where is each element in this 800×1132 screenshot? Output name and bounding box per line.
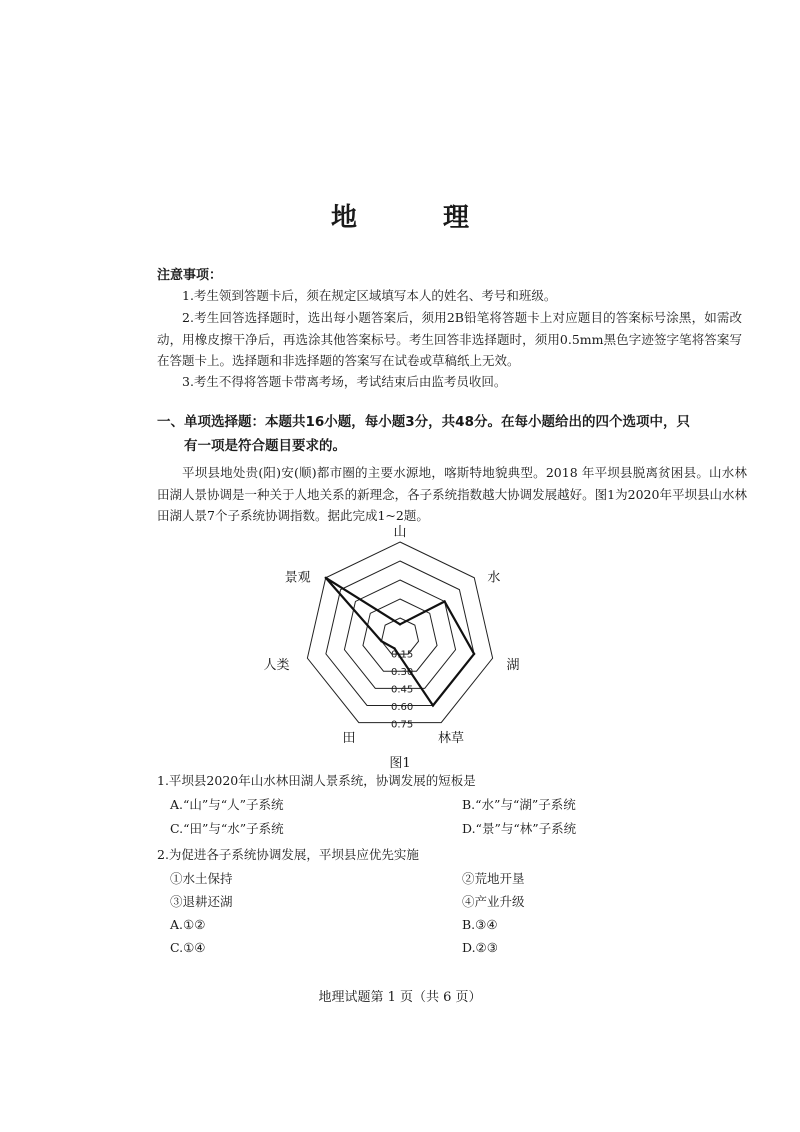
- radar-data-point: [443, 600, 445, 602]
- question-1-option-c: C.“田”与“水”子系统: [170, 821, 284, 836]
- radar-tick-label: 0.15: [391, 649, 414, 661]
- radar-tick-label: 0.30: [391, 666, 414, 678]
- question-2-statement-1: ①水土保持: [170, 871, 233, 886]
- radar-axis-label: 景观: [284, 570, 311, 586]
- radar-tick-label: 0.45: [391, 684, 414, 696]
- question-2-option-b: B.③④: [462, 917, 498, 932]
- notice-item-1: 1.考生领到答题卡后，须在规定区域填写本人的姓名、考号和班级。: [182, 288, 557, 303]
- notice-item-3: 3.考生不得将答题卡带离考场，考试结束后由监考员收回。: [182, 374, 507, 389]
- question-2-option-a: A.①②: [170, 917, 206, 932]
- page-title: 地 理: [330, 203, 499, 233]
- radar-axis-label: 湖: [506, 658, 520, 674]
- radar-data-point: [325, 577, 327, 579]
- radar-axis-label: 水: [487, 570, 501, 586]
- question-2-statement-3: ③退耕还湖: [170, 894, 233, 909]
- question-2-option-d: D.②③: [462, 940, 498, 955]
- question-2-stem: 2.为促进各子系统协调发展，平坝县应优先实施: [157, 847, 419, 862]
- question-1-stem: 1.平坝县2020年山水林田湖人景系统，协调发展的短板是: [157, 773, 476, 788]
- radar-data-point: [380, 640, 382, 642]
- radar-chart: [263, 525, 520, 747]
- question-passage: 平坝县地处贵(阳)安(顺)都市圈的主要水源地，喀斯特地貌典型。2018 年平坝县脱离贫困县。山水林田湖人景协调是一种关于人地关系的新理念，各子系统指数越大协调发展越好。图1为2020年平坝县山水林田湖人景7个子系统协调指数。据此完成1~2题。: [157, 465, 747, 523]
- question-1-option-d: D.“景”与“林”子系统: [462, 821, 577, 836]
- notice-heading: 注意事项：: [157, 268, 223, 283]
- radar-tick-label: 0.60: [391, 701, 414, 713]
- question-2-statement-4: ④产业升级: [462, 894, 525, 909]
- radar-axis-label: 人类: [263, 658, 290, 674]
- question-2-option-c: C.①④: [170, 940, 206, 955]
- radar-axis-label: 林草: [437, 731, 464, 747]
- page-footer: 地理试题第 1 页（共 6 页）: [318, 990, 482, 1005]
- section-heading-line2: 有一项是符合题目要求的。: [184, 438, 346, 454]
- section-heading-line1: 一、单项选择题：本题共16小题，每小题3分，共48分。在每小题给出的四个选项中，只: [157, 414, 690, 430]
- section-heading: [157, 410, 747, 458]
- radar-data-point: [432, 704, 434, 706]
- radar-axis-label: 山: [393, 525, 407, 540]
- question-1-option-a: A.“山”与“人”子系统: [170, 797, 284, 812]
- figure-caption: 图1: [389, 756, 411, 771]
- radar-chart-svg: [263, 525, 520, 747]
- radar-data-point: [399, 623, 401, 625]
- question-1-option-b: B.“水”与“湖”子系统: [462, 797, 576, 812]
- radar-grid-ring: [307, 542, 492, 723]
- question-2-statement-2: ②荒地开垦: [462, 871, 525, 886]
- radar-axis-label: 田: [342, 731, 356, 747]
- notice-item-2: 2.考生回答选择题时，选出每小题答案后，须用2B铅笔将答题卡上对应题目的答案标号涂黑，如需改动，用橡皮擦干净后，再选涂其他答案标号。考生回答非选择题时，须用0.5mm黑色字迹签字笔将答案写在答题卡上。选择题和非选择题的答案写在试卷或草稿纸上无效。: [157, 310, 742, 368]
- radar-data-point: [393, 647, 395, 649]
- radar-tick-label: 0.75: [391, 719, 414, 731]
- radar-data-point: [473, 653, 475, 655]
